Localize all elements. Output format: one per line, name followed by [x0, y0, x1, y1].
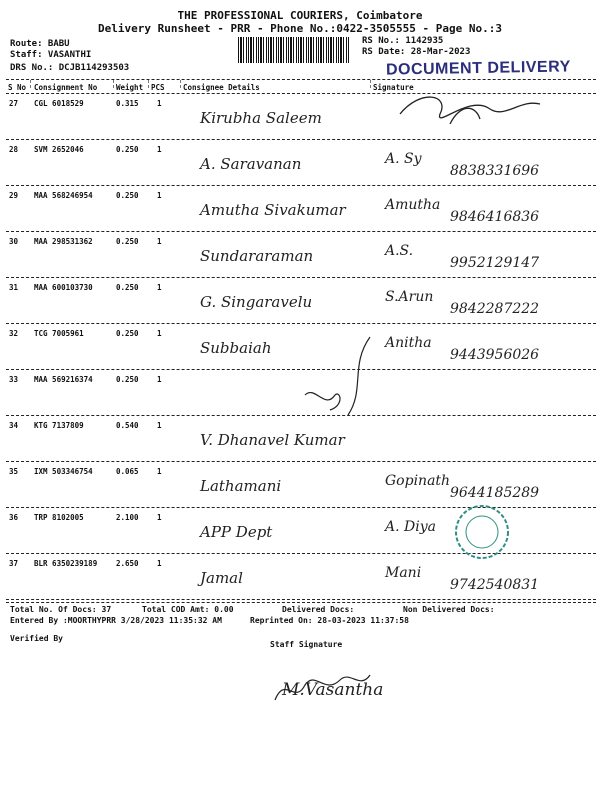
row-divider — [6, 599, 596, 600]
row-phone: 8838331696 — [450, 163, 540, 179]
row-divider — [6, 369, 596, 370]
row-phone: 9846416836 — [450, 209, 540, 225]
row-consignment: TCG 7005961 — [34, 329, 84, 338]
row-weight: 0.250 — [116, 375, 139, 384]
row-consignment: SVM 2652046 — [34, 145, 84, 154]
row-consignment: MAA 600103730 — [34, 283, 93, 292]
row-signature: Gopinath — [385, 473, 451, 489]
total-cod: Total COD Amt: 0.00 — [142, 605, 234, 614]
row-consignee: APP Dept — [200, 523, 273, 541]
staff-signature: M.Vasantha — [282, 680, 384, 700]
col-consignment: Consignment No — [34, 83, 98, 92]
row-weight: 0.250 — [116, 283, 139, 292]
row-signature: Amutha — [385, 197, 441, 213]
row-consignment: CGL 6018529 — [34, 99, 84, 108]
runsheet-subtitle: Delivery Runsheet - PRR - Phone No.:0422-3505555 - Page No.:3 — [98, 22, 502, 35]
pen-mark-row33 — [300, 385, 350, 415]
row-consignment: MAA 298531362 — [34, 237, 93, 246]
row-consignee: A. Saravanan — [200, 155, 302, 173]
row-divider — [6, 415, 596, 416]
row-pcs: 1 — [157, 283, 162, 292]
row-weight: 0.540 — [116, 421, 139, 430]
row-weight: 0.250 — [116, 145, 139, 154]
row-sno: 29 — [9, 191, 19, 200]
row-divider — [6, 185, 596, 186]
row-signature: A. Diya — [385, 519, 436, 535]
row-sno: 34 — [9, 421, 19, 430]
row-phone: 9952129147 — [450, 255, 540, 271]
row-sno: 37 — [9, 559, 19, 568]
reprinted-on: Reprinted On: 28-03-2023 11:37:58 — [250, 616, 409, 625]
row-sno: 28 — [9, 145, 19, 154]
row-pcs: 1 — [157, 421, 162, 430]
row-pcs: 1 — [157, 191, 162, 200]
row-consignment: IXM 503346754 — [34, 467, 93, 476]
row-consignment: KTG 7137809 — [34, 421, 84, 430]
row-signature: A.S. — [385, 243, 414, 259]
row-pcs: 1 — [157, 329, 162, 338]
row-consignment: MAA 568246954 — [34, 191, 93, 200]
non-delivered-docs: Non Delivered Docs: — [403, 605, 495, 614]
entered-by: Entered By :MOORTHYPRR 3/28/2023 11:35:32 AM — [10, 616, 222, 625]
row-signature: Anitha — [385, 335, 432, 351]
row-phone: 9742540831 — [450, 577, 540, 593]
total-docs: Total No. Of Docs: 37 — [10, 605, 112, 614]
row-sno: 27 — [9, 99, 19, 108]
row-consignment: BLR 6350239189 — [34, 559, 98, 568]
row-consignee: V. Dhanavel Kumar — [200, 431, 345, 449]
col-weight: Weight — [116, 83, 144, 92]
row-phone: 9644185289 — [450, 485, 540, 501]
rs-date: RS Date: 28-Mar-2023 — [362, 47, 471, 57]
row-pcs: 1 — [157, 237, 162, 246]
row-sno: 36 — [9, 513, 19, 522]
row-sno: 31 — [9, 283, 19, 292]
delivered-docs: Delivered Docs: — [282, 605, 355, 614]
row-weight: 0.065 — [116, 467, 139, 476]
row-pcs: 1 — [157, 467, 162, 476]
col-consignee: Consignee Details — [183, 83, 260, 92]
row-weight: 0.250 — [116, 329, 139, 338]
row-divider — [6, 461, 596, 462]
staff-signature-label: Staff Signature — [270, 640, 343, 649]
row-phone: 9443956026 — [450, 347, 540, 363]
row-divider — [6, 323, 596, 324]
company-seal — [452, 502, 512, 562]
row-sno: 30 — [9, 237, 19, 246]
col-sno: S No — [8, 83, 27, 92]
row-pcs: 1 — [157, 513, 162, 522]
row-sno: 32 — [9, 329, 19, 338]
row-consignee: Subbaiah — [200, 339, 272, 357]
row-weight: 2.650 — [116, 559, 139, 568]
row-signature: S.Arun — [385, 289, 434, 305]
col-pcs: PCS — [151, 83, 165, 92]
row-consignee: Amutha Sivakumar — [200, 201, 346, 219]
row-consignee: Sundararaman — [200, 247, 314, 265]
header-rule-top — [6, 79, 596, 80]
row-consignee: Jamal — [200, 569, 243, 587]
verified-by: Verified By — [10, 634, 63, 643]
staff: Staff: VASANTHI — [10, 50, 92, 60]
drs-number: DRS No.: DCJB114293503 — [10, 63, 130, 73]
document-delivery-stamp: DOCUMENT DELIVERY — [385, 58, 571, 79]
row-pcs: 1 — [157, 375, 162, 384]
row-consignment: MAA 569216374 — [34, 375, 93, 384]
row-weight: 0.315 — [116, 99, 139, 108]
row-consignment: TRP 8102005 — [34, 513, 84, 522]
row-pcs: 1 — [157, 559, 162, 568]
col-signature: Signature — [373, 83, 414, 92]
row-signature: Mani — [385, 565, 422, 581]
row-weight: 0.250 — [116, 191, 139, 200]
footer-rule — [6, 602, 596, 603]
row-sno: 35 — [9, 467, 19, 476]
row-consignee: G. Singaravelu — [200, 293, 313, 311]
row-signature: A. Sy — [385, 151, 422, 167]
signature-row27 — [380, 84, 580, 144]
row-consignee: Lathamani — [200, 477, 282, 495]
row-consignee: Kirubha Saleem — [200, 109, 322, 127]
row-weight: 0.250 — [116, 237, 139, 246]
route: Route: BABU — [10, 39, 70, 49]
row-pcs: 1 — [157, 145, 162, 154]
row-pcs: 1 — [157, 99, 162, 108]
rs-number: RS No.: 1142935 — [362, 36, 444, 46]
row-phone: 9842287222 — [450, 301, 540, 317]
barcode — [238, 37, 350, 63]
company-title: THE PROFESSIONAL COURIERS, Coimbatore — [177, 9, 423, 22]
row-weight: 2.100 — [116, 513, 139, 522]
row-sno: 33 — [9, 375, 19, 384]
row-divider — [6, 231, 596, 232]
row-divider — [6, 277, 596, 278]
